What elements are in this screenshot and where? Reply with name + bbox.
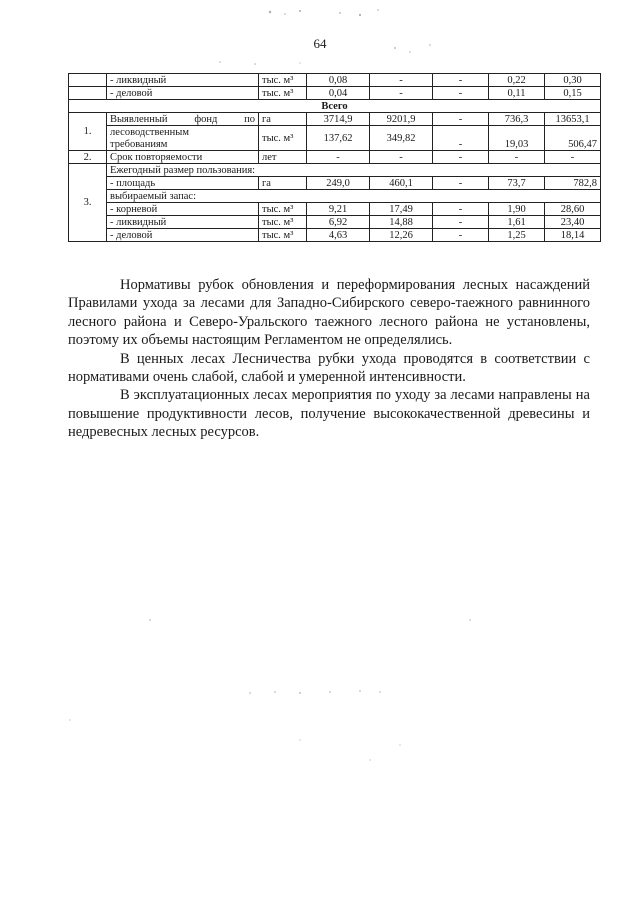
table-row [69,177,601,190]
row-number: 2. [69,151,107,164]
page-number: 64 [313,36,327,51]
cell-value: - [433,126,489,151]
row-unit: лет [259,151,307,164]
paragraph: В ценных лесах Лесничества рубки ухода проводятся в соответствии с нормативами очень слабой, слабой и умеренной интенсивности. [68,350,590,386]
paragraph: Нормативы рубок обновления и переформирования лесных насаждений Правилами ухода за лесами для Западно-Сибирского северо-таежного равнинного лесного района и Северо-Уральского таежного лесного района не установлены, поэтому их объемы настоящим Регламентом не определялись. [68,277,590,349]
forest-care-table [68,73,601,242]
row-unit: тыс. м³ [259,74,307,87]
row-label: - площадь [107,177,259,190]
table-row [69,113,601,126]
row-label: - ликвидный [107,74,259,87]
cell-value: - [433,74,489,87]
cell-value: 349,82 [370,126,433,151]
row-unit: тыс. м³ [259,203,307,216]
cell-value: 14,88 [370,216,433,229]
cell-value: 460,1 [370,177,433,190]
row-unit: тыс. м³ [259,229,307,242]
cell-value: 0,04 [307,87,370,100]
cell-value: 73,7 [489,177,545,190]
cell-value: 0,22 [489,74,545,87]
cell-value: 6,92 [307,216,370,229]
row-label: - корневой [107,203,259,216]
cell-value: - [433,203,489,216]
cell-value: 0,11 [489,87,545,100]
row-label: Срок повторяемости [107,151,259,164]
cell-value: 12,26 [370,229,433,242]
total-label: Всего [69,100,601,113]
row-label: - ликвидный [107,216,259,229]
cell-value: - [370,87,433,100]
row-header: выбираемый запас: [107,190,601,203]
paragraph: В эксплуатационных лесах мероприятия по уходу за лесами направлены на повышение продуктивности лесов, получение высококачественной древесины и недревесных лесных ресурсов. [68,387,590,441]
cell-value: 1,90 [489,203,545,216]
cell-value: 1,25 [489,229,545,242]
row-unit: тыс. м³ [259,126,307,151]
cell-value: - [545,151,601,164]
cell-value: - [433,87,489,100]
table-row [69,216,601,229]
row-label: Выявленный фонд по [107,113,259,126]
cell-value: - [307,151,370,164]
table-row [69,87,601,100]
cell-value: - [370,151,433,164]
cell-value: 28,60 [545,203,601,216]
cell-value: 17,49 [370,203,433,216]
cell-value: 249,0 [307,177,370,190]
cell-value: 736,3 [489,113,545,126]
cell-value: 13653,1 [545,113,601,126]
cell-value: - [433,216,489,229]
table-total-row [69,100,601,113]
row-unit: га [259,113,307,126]
row-unit: га [259,177,307,190]
cell-value: 0,30 [545,74,601,87]
cell-value: - [370,74,433,87]
table-row [69,126,601,139]
row-header: Ежегодный размер пользования: [107,164,601,177]
cell-value: 4,63 [307,229,370,242]
cell-value: - [433,151,489,164]
body-text [68,276,590,442]
cell-value: 23,40 [545,216,601,229]
cell-value: 9,21 [307,203,370,216]
table-row [69,164,601,177]
cell-value: 18,14 [545,229,601,242]
row-label: лесоводственным [107,126,259,139]
table-row [69,229,601,242]
cell-value: 506,47 [545,126,601,151]
cell-value: 782,8 [545,177,601,190]
table-row [69,190,601,203]
cell-value: - [433,177,489,190]
cell-value: 137,62 [307,126,370,151]
row-number: 3. [69,164,107,242]
cell-value: - [489,151,545,164]
cell-value: 0,15 [545,87,601,100]
cell-value: 19,03 [489,126,545,151]
cell-value: - [433,113,489,126]
cell-value: 3714,9 [307,113,370,126]
cell-value: 9201,9 [370,113,433,126]
row-label: - деловой [107,87,259,100]
row-unit: тыс. м³ [259,87,307,100]
table-row [69,203,601,216]
cell-value: 1,61 [489,216,545,229]
row-label: - деловой [107,229,259,242]
row-number: 1. [69,113,107,151]
table-row [69,74,601,87]
row-label: требованиям [107,138,259,151]
cell-value: - [433,229,489,242]
row-unit: тыс. м³ [259,216,307,229]
cell-value: 0,08 [307,74,370,87]
table-row [69,151,601,164]
